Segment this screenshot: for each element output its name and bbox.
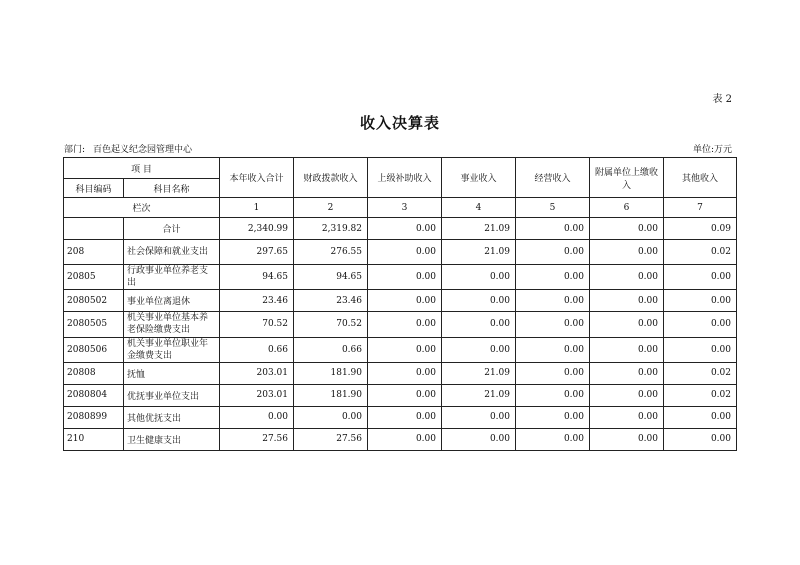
- cell-value: 0.00: [368, 265, 442, 290]
- table-row: [64, 428, 737, 450]
- cell-value: 0.00: [220, 406, 294, 428]
- column-number: 4: [442, 198, 516, 218]
- cell-value: 0.00: [516, 428, 590, 450]
- cell-value: 0.00: [368, 406, 442, 428]
- cell-value: 0.00: [368, 290, 442, 312]
- cell-value: 0.00: [516, 337, 590, 362]
- cell-value: 0.00: [442, 428, 516, 450]
- column-number: 3: [368, 198, 442, 218]
- cell-value: 0.02: [664, 362, 737, 384]
- cell-value: 21.09: [442, 384, 516, 406]
- cell-value: 0.66: [220, 337, 294, 362]
- page-title: 收入决算表: [359, 114, 440, 132]
- col-header-7: 其他收入: [664, 158, 737, 198]
- cell-value: 0.00: [294, 406, 368, 428]
- cell-value: 0.02: [664, 384, 737, 406]
- cell-value: 21.09: [442, 218, 516, 240]
- cell-value: 0.00: [442, 337, 516, 362]
- cell-value: 0.00: [516, 362, 590, 384]
- subject-code: 20808: [64, 362, 124, 384]
- column-number: 6: [590, 198, 664, 218]
- cell-value: 0.00: [664, 290, 737, 312]
- cell-value: 21.09: [442, 240, 516, 265]
- cell-value: 0.00: [590, 240, 664, 265]
- cell-value: 0.00: [664, 337, 737, 362]
- cell-value: 0.00: [664, 312, 737, 337]
- item-header: 项 目: [64, 158, 220, 179]
- cell-value: 181.90: [294, 384, 368, 406]
- income-table: [63, 157, 737, 451]
- subject-name: 其他优抚支出: [124, 406, 220, 428]
- cell-value: 0.00: [442, 265, 516, 290]
- cell-value: 0.00: [442, 312, 516, 337]
- column-number: 7: [664, 198, 737, 218]
- row-number-label: 栏次: [64, 198, 220, 218]
- cell-value: 203.01: [220, 362, 294, 384]
- subject-name: 社会保障和就业支出: [124, 240, 220, 265]
- subject-code: 2080899: [64, 406, 124, 428]
- department-name: 百色起义纪念园管理中心: [93, 145, 193, 155]
- table-row: [64, 290, 737, 312]
- subject-code: 2080502: [64, 290, 124, 312]
- cell-value: 0.00: [664, 406, 737, 428]
- cell-value: 0.00: [442, 406, 516, 428]
- subject-code: 2080505: [64, 312, 124, 337]
- cell-value: 0.00: [664, 265, 737, 290]
- cell-value: 203.01: [220, 384, 294, 406]
- cell-value: 0.00: [590, 384, 664, 406]
- col-header-4: 事业收入: [442, 158, 516, 198]
- subject-name: 机关事业单位职业年金缴费支出: [124, 337, 220, 362]
- column-number: 5: [516, 198, 590, 218]
- cell-value: 0.00: [516, 218, 590, 240]
- total-label: 合计: [124, 218, 220, 240]
- subject-code: 2080804: [64, 384, 124, 406]
- cell-value: 70.52: [294, 312, 368, 337]
- cell-value: 0.00: [368, 312, 442, 337]
- cell-value: 297.65: [220, 240, 294, 265]
- table-row: [64, 312, 737, 337]
- cell-value: 94.65: [220, 265, 294, 290]
- cell-value: 0.00: [368, 362, 442, 384]
- table-row: [64, 406, 737, 428]
- cell-value: 0.00: [590, 290, 664, 312]
- table-row: [64, 362, 737, 384]
- subject-name: 抚恤: [124, 362, 220, 384]
- col-header-2: 财政拨款收入: [294, 158, 368, 198]
- cell-value: 0.00: [590, 428, 664, 450]
- unit-label: 单位:万元: [692, 145, 732, 155]
- cell-value: 27.56: [220, 428, 294, 450]
- column-number: 2: [294, 198, 368, 218]
- cell-value: 0.00: [368, 337, 442, 362]
- cell-value: 0.00: [664, 428, 737, 450]
- cell-value: 23.46: [294, 290, 368, 312]
- subject-name: 优抚事业单位支出: [124, 384, 220, 406]
- subject-name: 卫生健康支出: [124, 428, 220, 450]
- cell-value: 0.00: [516, 290, 590, 312]
- cell-value: 2,319.82: [294, 218, 368, 240]
- cell-value: 0.00: [516, 406, 590, 428]
- col-header-6: 附属单位上缴收入: [590, 158, 664, 198]
- cell-value: 181.90: [294, 362, 368, 384]
- subject-code: 208: [64, 240, 124, 265]
- cell-value: 276.55: [294, 240, 368, 265]
- subject-code: 20805: [64, 265, 124, 290]
- cell-value: 0.00: [368, 240, 442, 265]
- department-label: 部门:: [64, 145, 86, 155]
- subject-code: 2080506: [64, 337, 124, 362]
- cell-value: 0.02: [664, 240, 737, 265]
- cell-value: 0.00: [590, 337, 664, 362]
- table-number: 表 2: [712, 94, 732, 105]
- subject-code: 210: [64, 428, 124, 450]
- table-row: [64, 265, 737, 290]
- subject-name: 行政事业单位养老支出: [124, 265, 220, 290]
- cell-value: 0.66: [294, 337, 368, 362]
- cell-value: 0.00: [368, 384, 442, 406]
- cell-value: 0.00: [442, 290, 516, 312]
- cell-value: 0.00: [590, 312, 664, 337]
- cell-value: 94.65: [294, 265, 368, 290]
- cell-value: 0.00: [516, 312, 590, 337]
- cell-value: 0.00: [368, 428, 442, 450]
- cell-value: 0.00: [590, 406, 664, 428]
- cell-value: 0.00: [516, 240, 590, 265]
- col-header-1: 本年收入合计: [220, 158, 294, 198]
- cell-value: 0.00: [516, 265, 590, 290]
- table-row: [64, 337, 737, 362]
- table-row: [64, 240, 737, 265]
- cell-value: 0.00: [590, 362, 664, 384]
- department-line: [64, 142, 200, 155]
- col-header-3: 上级补助收入: [368, 158, 442, 198]
- cell-value: 0.09: [664, 218, 737, 240]
- cell-value: 23.46: [220, 290, 294, 312]
- name-header: 科目名称: [124, 179, 220, 198]
- cell-value: 27.56: [294, 428, 368, 450]
- col-header-5: 经营收入: [516, 158, 590, 198]
- cell-value: 70.52: [220, 312, 294, 337]
- table-row: [64, 384, 737, 406]
- cell-value: 0.00: [368, 218, 442, 240]
- subject-name: 机关事业单位基本养老保险缴费支出: [124, 312, 220, 337]
- cell-value: 0.00: [590, 265, 664, 290]
- cell-value: 21.09: [442, 362, 516, 384]
- cell-value: 2,340.99: [220, 218, 294, 240]
- column-number: 1: [220, 198, 294, 218]
- cell-value: 0.00: [590, 218, 664, 240]
- code-header: 科目编码: [64, 179, 124, 198]
- total-row: [64, 218, 737, 240]
- cell-value: 0.00: [516, 384, 590, 406]
- subject-name: 事业单位离退休: [124, 290, 220, 312]
